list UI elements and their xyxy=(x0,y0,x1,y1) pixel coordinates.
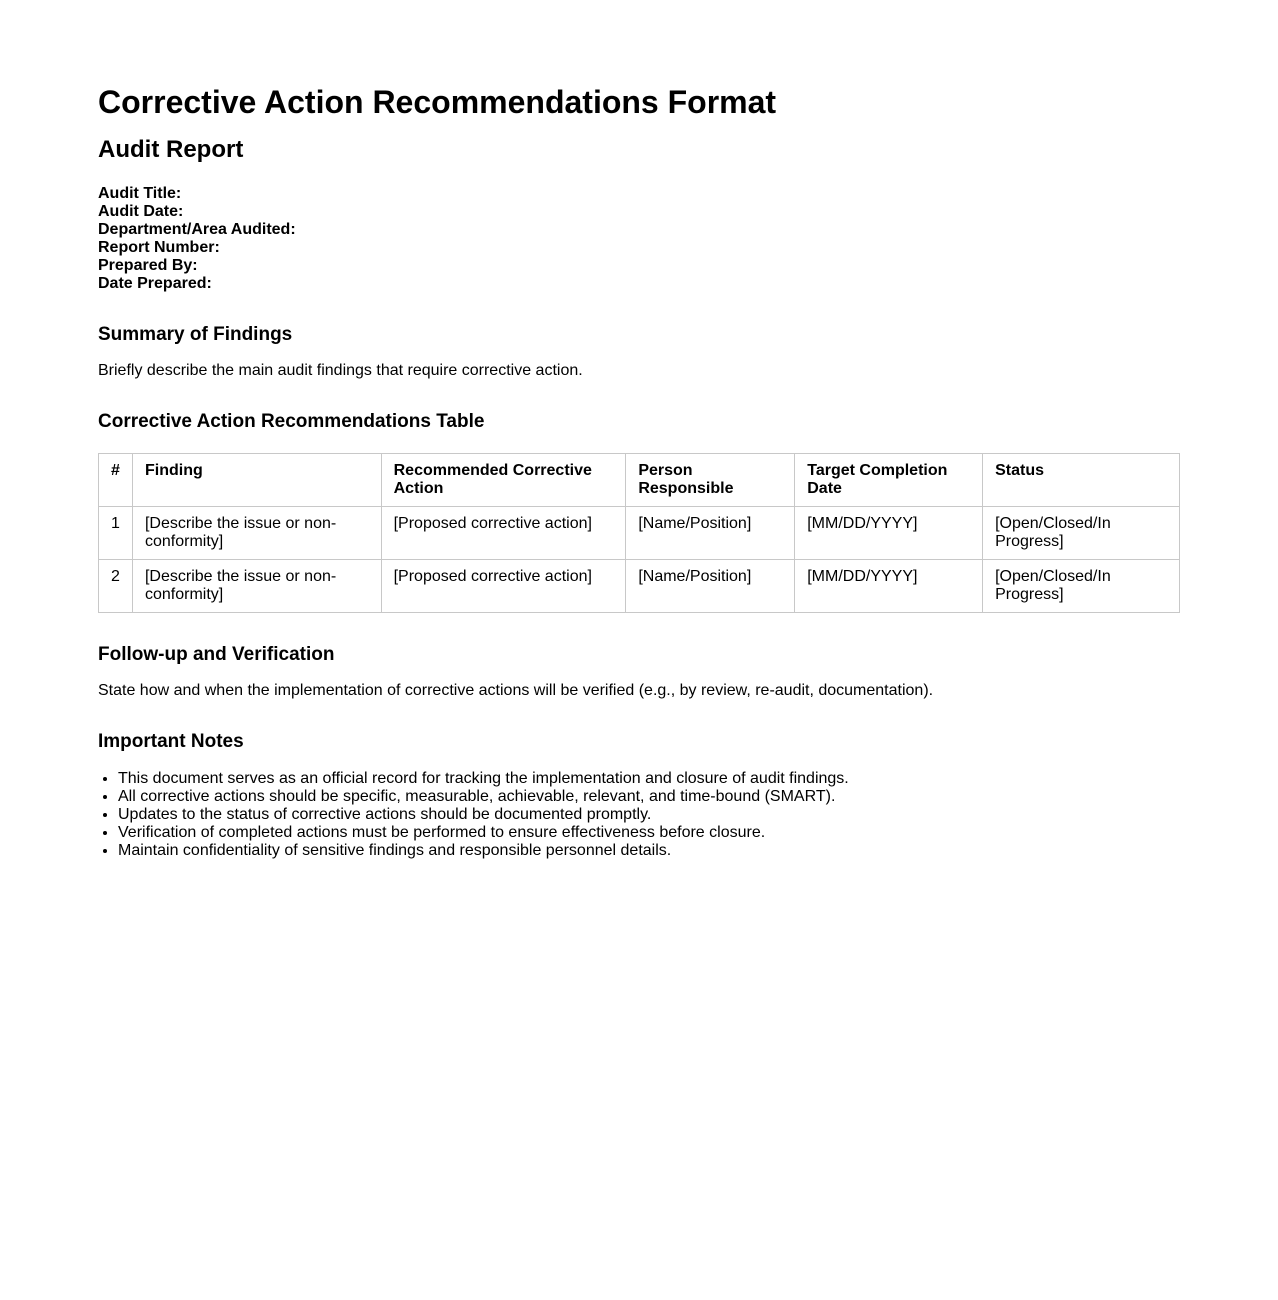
cell-status: [Open/Closed/In Progress] xyxy=(983,560,1180,613)
notes-list xyxy=(98,770,1180,860)
cell-status: [Open/Closed/In Progress] xyxy=(983,507,1180,560)
list-item: • This document serves as an official record for tracking the implementation and closure of audit findings. xyxy=(118,770,1180,788)
cell-finding: [Describe the issue or non-conformity] xyxy=(132,507,381,560)
meta-report-number: Report Number: xyxy=(98,239,220,256)
list-item: • Verification of completed actions must be performed to ensure effectiveness before closure. xyxy=(118,824,1180,842)
cell-action: [Proposed corrective action] xyxy=(381,507,626,560)
recommendations-section xyxy=(98,410,1180,613)
summary-text: Briefly describe the main audit findings that require corrective action. xyxy=(98,362,583,379)
cell-person: [Name/Position] xyxy=(626,507,795,560)
cell-number: 1 xyxy=(99,507,133,560)
column-header-person: Person Responsible xyxy=(626,454,795,507)
meta-date-prepared: Date Prepared: xyxy=(98,275,212,292)
list-item: • Maintain confidentiality of sensitive findings and responsible personnel details. xyxy=(118,842,1180,860)
document-title: Corrective Action Recommendations Format xyxy=(98,84,777,120)
summary-heading: Summary of Findings xyxy=(98,324,293,345)
column-header-date: Target Completion Date xyxy=(795,454,983,507)
followup-text: State how and when the implementation of corrective actions will be verified (e.g., by review, re-audit, documentation). xyxy=(98,682,934,699)
list-item: • All corrective actions should be specific, measurable, achievable, relevant, and time-bound (SMART). xyxy=(118,788,1180,806)
column-header-status: Status xyxy=(983,454,1180,507)
table-header-row xyxy=(99,454,1180,507)
cell-finding: [Describe the issue or non-conformity] xyxy=(132,560,381,613)
cell-number: 2 xyxy=(99,560,133,613)
meta-prepared-by: Prepared By: xyxy=(98,257,198,274)
notes-heading: Important Notes xyxy=(98,731,244,752)
recommendations-table xyxy=(98,453,1180,613)
column-header-number: # xyxy=(99,454,133,507)
column-header-action: Recommended Corrective Action xyxy=(381,454,626,507)
cell-date: [MM/DD/YYYY] xyxy=(795,560,983,613)
column-header-finding: Finding xyxy=(132,454,381,507)
summary-section xyxy=(98,323,1180,380)
recommendations-heading: Corrective Action Recommendations Table xyxy=(98,411,485,432)
followup-section xyxy=(98,643,1180,700)
meta-department: Department/Area Audited: xyxy=(98,221,296,238)
cell-date: [MM/DD/YYYY] xyxy=(795,507,983,560)
meta-audit-title: Audit Title: xyxy=(98,185,182,202)
cell-person: [Name/Position] xyxy=(626,560,795,613)
cell-action: [Proposed corrective action] xyxy=(381,560,626,613)
notes-section xyxy=(98,730,1180,860)
meta-audit-date: Audit Date: xyxy=(98,203,184,220)
list-item: • Updates to the status of corrective actions should be documented promptly. xyxy=(118,806,1180,824)
audit-meta-fields xyxy=(98,185,1180,293)
document-subtitle: Audit Report xyxy=(98,136,244,163)
table-row xyxy=(99,507,1180,560)
table-row xyxy=(99,560,1180,613)
followup-heading: Follow-up and Verification xyxy=(98,644,335,665)
